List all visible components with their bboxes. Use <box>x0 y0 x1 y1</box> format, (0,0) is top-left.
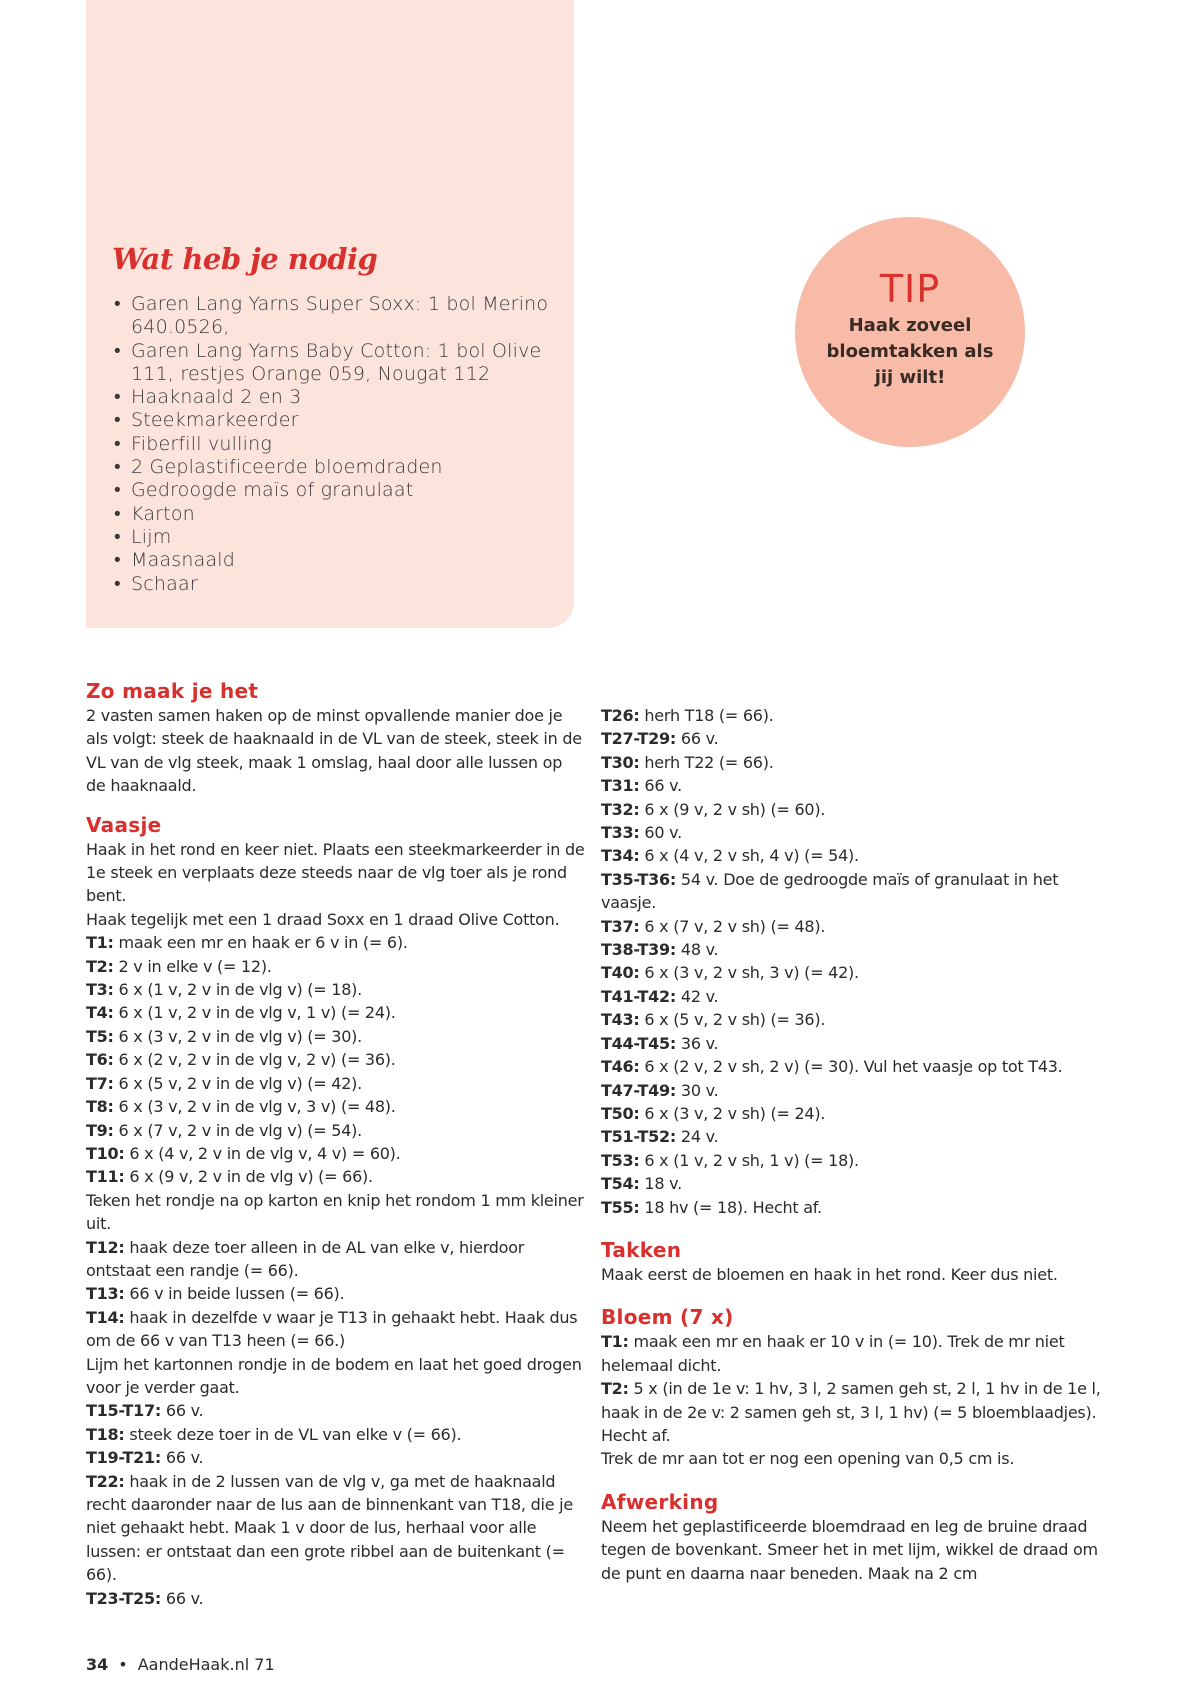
instruction-line <box>601 1102 1101 1125</box>
round-label: T12: <box>86 1237 125 1257</box>
instruction-text: 18 hv (= 18). Hecht af. <box>639 1197 822 1217</box>
material-item: • Lijm <box>114 526 554 549</box>
material-item: • Schaar <box>114 573 554 596</box>
instruction-line <box>86 908 586 931</box>
instruction-line <box>601 844 1101 867</box>
round-label: T1: <box>601 1332 629 1352</box>
section-title-takken: Takken <box>601 1237 682 1262</box>
instruction-text: Lijm het kartonnen rondje in de bodem en laat het goed drogen voor je verder gaat. <box>86 1354 582 1397</box>
instruction-text: 6 x (7 v, 2 v in de vlg v) (= 54). <box>113 1120 362 1140</box>
round-label: T47-T49: <box>601 1080 677 1100</box>
round-label: T34: <box>601 846 640 866</box>
section-title-afwerking: Afwerking <box>601 1489 719 1514</box>
page-footer <box>86 1655 275 1674</box>
round-label: T31: <box>601 776 640 796</box>
material-item: • Garen Lang Yarns Baby Cotton: 1 bol Olive 111, restjes Orange 059, Nougat 112 <box>114 340 554 387</box>
instruction-line <box>86 838 586 908</box>
instruction-text: 6 x (1 v, 2 v in de vlg v) (= 18). <box>113 980 362 1000</box>
round-label: T41-T42: <box>601 986 677 1006</box>
round-label: T33: <box>601 823 640 843</box>
instruction-text: 6 x (4 v, 2 v sh, 4 v) (= 54). <box>639 846 859 866</box>
instruction-line <box>86 1236 586 1283</box>
intro-paragraph: 2 vasten samen haken op de minst opvallende manier doe je als volgt: steek de haaknaald in de VL van de steek, steek in de VL van de vlg steek, maak 1 omslag, haal door alle lussen op de haaknaald. <box>86 706 582 796</box>
materials-list <box>114 293 554 596</box>
instruction-line <box>601 985 1101 1008</box>
instruction-line <box>601 961 1101 984</box>
tip-text: Haak zoveel bloemtakken als jij wilt! <box>826 315 994 388</box>
round-label: T13: <box>86 1284 125 1304</box>
tip-circle <box>795 217 1025 447</box>
instruction-line <box>601 1196 1101 1219</box>
instruction-line <box>86 1119 586 1142</box>
round-label: T50: <box>601 1103 640 1123</box>
instruction-line <box>86 1095 586 1118</box>
material-item: • Haaknaald 2 en 3 <box>114 386 554 409</box>
instruction-text: Haak tegelijk met een 1 draad Soxx en 1 draad Olive Cotton. <box>86 909 560 929</box>
instruction-line <box>86 1025 586 1048</box>
instruction-line <box>601 1149 1101 1172</box>
instruction-line <box>601 1125 1101 1148</box>
material-item: • Maasnaald <box>114 549 554 572</box>
instruction-text: maak een mr en haak er 10 v in (= 10). Trek de mr niet helemaal dicht. <box>601 1332 1065 1375</box>
round-label: T3: <box>86 980 114 1000</box>
round-label: T8: <box>86 1097 114 1117</box>
round-label: T5: <box>86 1026 114 1046</box>
instruction-line <box>601 1447 1101 1470</box>
instruction-text: 6 x (5 v, 2 v in de vlg v) (= 42). <box>113 1073 362 1093</box>
instruction-text: 30 v. <box>676 1080 719 1100</box>
instruction-line <box>86 1353 586 1400</box>
instruction-text: 60 v. <box>639 823 682 843</box>
instruction-text: 6 x (7 v, 2 v sh) (= 48). <box>639 916 826 936</box>
round-label: T27-T29: <box>601 729 677 749</box>
instruction-text: 6 x (3 v, 2 v sh) (= 24). <box>639 1103 826 1123</box>
instruction-text: 6 x (2 v, 2 v sh, 2 v) (= 30). Vul het vaasje op tot T43. <box>639 1057 1063 1077</box>
round-label: T2: <box>86 956 114 976</box>
instruction-line <box>601 1055 1101 1078</box>
round-label: T15-T17: <box>86 1401 162 1421</box>
instruction-text: 66 v. <box>161 1588 204 1608</box>
instruction-line <box>86 1189 586 1236</box>
instruction-line <box>86 1587 586 1610</box>
bloem-instructions <box>601 1330 1101 1470</box>
round-label: T44-T45: <box>601 1033 677 1053</box>
instruction-text: Trek de mr aan tot er nog een opening van 0,5 cm is. <box>601 1449 1015 1469</box>
instruction-text: haak deze toer alleen in de AL van elke v, hierdoor ontstaat een randje (= 66). <box>86 1237 525 1280</box>
round-label: T54: <box>601 1174 640 1194</box>
material-item: • Fiberfill vulling <box>114 433 554 456</box>
section-title-bloem: Bloem (7 x) <box>601 1305 734 1330</box>
instruction-line <box>601 1008 1101 1031</box>
instruction-line <box>601 915 1101 938</box>
round-label: T14: <box>86 1307 125 1327</box>
instruction-line <box>86 978 586 1001</box>
round-label: T43: <box>601 1010 640 1030</box>
instruction-text: 66 v. <box>161 1401 204 1421</box>
instruction-line <box>86 955 586 978</box>
instruction-line <box>86 1072 586 1095</box>
instruction-text: maak een mr en haak er 6 v in (= 6). <box>113 933 408 953</box>
round-label: T19-T21: <box>86 1448 162 1468</box>
instruction-text: 6 x (1 v, 2 v sh, 1 v) (= 18). <box>639 1150 859 1170</box>
instruction-line <box>86 1423 586 1446</box>
instruction-text: Haak in het rond en keer niet. Plaats een steekmarkeerder in de 1e steek en verplaats deze steeds naar de vlg toer als je rond bent. <box>86 839 585 906</box>
instruction-line <box>601 1172 1101 1195</box>
vaasje-instructions-continued <box>601 704 1101 1219</box>
instruction-text: 6 x (3 v, 2 v sh, 3 v) (= 42). <box>639 963 859 983</box>
round-label: T32: <box>601 799 640 819</box>
instruction-line <box>601 1032 1101 1055</box>
instruction-text: 6 x (3 v, 2 v in de vlg v) (= 30). <box>113 1026 362 1046</box>
round-label: T1: <box>86 933 114 953</box>
round-label: T30: <box>601 752 640 772</box>
page-number: 34 <box>86 1655 109 1674</box>
instruction-text: 6 x (3 v, 2 v in de vlg v, 3 v) (= 48). <box>113 1097 396 1117</box>
round-label: T40: <box>601 963 640 983</box>
material-item: • Karton <box>114 503 554 526</box>
instruction-text: 6 x (2 v, 2 v in de vlg v, 2 v) (= 36). <box>113 1050 396 1070</box>
instruction-text: steek deze toer in de VL van elke v (= 66). <box>124 1424 462 1444</box>
instruction-line <box>86 1470 586 1587</box>
instruction-text: 6 x (9 v, 2 v in de vlg v) (= 66). <box>124 1167 373 1187</box>
instruction-line <box>601 774 1101 797</box>
round-label: T6: <box>86 1050 114 1070</box>
instruction-text: haak in dezelfde v waar je T13 in gehaakt hebt. Haak dus om de 66 v van T13 heen (= 66.) <box>86 1307 578 1351</box>
instruction-text: 6 x (4 v, 2 v in de vlg v, 4 v) = 60). <box>124 1143 401 1163</box>
round-label: T38-T39: <box>601 940 677 960</box>
vaasje-instructions <box>86 838 586 1610</box>
instruction-text: herh T18 (= 66). <box>639 706 774 725</box>
instruction-line <box>86 1048 586 1071</box>
section-title-zo-maak-je-het: Zo maak je het <box>86 679 259 703</box>
instruction-text: 6 x (9 v, 2 v sh) (= 60). <box>639 799 826 819</box>
round-label: T55: <box>601 1197 640 1217</box>
publication-name: AandeHaak.nl 71 <box>137 1655 275 1674</box>
round-label: T35-T36: <box>601 869 677 889</box>
instruction-line <box>86 1282 586 1305</box>
round-label: T37: <box>601 916 640 936</box>
round-label: T26: <box>601 706 640 725</box>
right-column <box>601 704 1101 1585</box>
instruction-text: 2 v in elke v (= 12). <box>113 956 272 976</box>
tip-label: TIP <box>879 267 941 311</box>
instruction-text: 48 v. <box>676 940 719 960</box>
instruction-line <box>601 868 1101 915</box>
instruction-line <box>601 821 1101 844</box>
instruction-line <box>86 1446 586 1469</box>
takken-paragraph: Maak eerst de bloemen en haak in het rond. Keer dus niet. <box>601 1264 1058 1284</box>
material-item: • Gedroogde maïs of granulaat <box>114 479 554 502</box>
instruction-text: 6 x (1 v, 2 v in de vlg v, 1 v) (= 24). <box>113 1003 396 1023</box>
instruction-line <box>601 798 1101 821</box>
instruction-text: 24 v. <box>676 1127 719 1147</box>
footer-separator: • <box>118 1655 128 1674</box>
instruction-text: 54 v. Doe de gedroogde maïs of granulaat in het vaasje. <box>601 869 1059 913</box>
instruction-line <box>601 727 1101 750</box>
instruction-text: 18 v. <box>639 1174 682 1194</box>
instruction-line <box>86 1399 586 1422</box>
section-title-vaasje: Vaasje <box>86 812 162 837</box>
instruction-text: 66 v in beide lussen (= 66). <box>124 1284 345 1304</box>
instruction-text: 6 x (5 v, 2 v sh) (= 36). <box>639 1010 826 1030</box>
round-label: T51-T52: <box>601 1127 677 1147</box>
round-label: T2: <box>601 1379 629 1399</box>
instruction-line <box>86 1001 586 1024</box>
instruction-line <box>601 704 1101 727</box>
instruction-text: 36 v. <box>676 1033 719 1053</box>
round-label: T4: <box>86 1003 114 1023</box>
instruction-line <box>601 1330 1101 1377</box>
instruction-text: herh T22 (= 66). <box>639 752 774 772</box>
materials-title: Wat heb je nodig <box>112 242 378 276</box>
instruction-text: 66 v. <box>676 729 719 749</box>
instruction-text: Teken het rondje na op karton en knip het rondom 1 mm kleiner uit. <box>86 1190 584 1234</box>
round-label: T11: <box>86 1167 125 1187</box>
material-item: • 2 Geplastificeerde bloemdraden <box>114 456 554 479</box>
instruction-line <box>86 1306 586 1353</box>
instruction-line <box>601 938 1101 961</box>
round-label: T9: <box>86 1120 114 1140</box>
instruction-line <box>601 1377 1101 1447</box>
instruction-text: 5 x (in de 1e v: 1 hv, 3 l, 2 samen geh st, 2 l, 1 hv in de 1e l, haak in de 2e v: 2 samen geh st, 3 l, 1 hv) (= 5 bloemblaadjes). Hecht af. <box>601 1379 1101 1445</box>
instruction-text: 42 v. <box>676 986 719 1006</box>
round-label: T46: <box>601 1057 640 1077</box>
round-label: T7: <box>86 1073 114 1093</box>
instruction-text: 66 v. <box>161 1448 204 1468</box>
instruction-line <box>601 751 1101 774</box>
instruction-text: haak in de 2 lussen van de vlg v, ga met de haaknaald recht daaronder naar de lus aan de binnenkant van T18, die je niet gehaakt hebt. Maak 1 v door de lus, herhaal voor alle lussen: er ontstaat dan een grote ribbel aan de buitenkant (= 66). <box>86 1471 573 1585</box>
round-label: T23-T25: <box>86 1588 162 1608</box>
instruction-line <box>86 1142 586 1165</box>
instruction-line <box>601 1079 1101 1102</box>
afwerking-paragraph: Neem het geplastificeerde bloemdraad en leg de bruine draad tegen de bovenkant. Smeer het in met lijm, wikkel de draad om de punt en daarna naar beneden. Maak na 2 cm <box>601 1516 1098 1583</box>
instruction-line <box>86 1165 586 1188</box>
instruction-line <box>86 931 586 954</box>
instruction-text: 66 v. <box>639 776 682 796</box>
material-item: • Garen Lang Yarns Super Soxx: 1 bol Merino 640.0526, <box>114 293 554 340</box>
material-item: • Steekmarkeerder <box>114 409 554 432</box>
left-column <box>86 678 586 1610</box>
round-label: T18: <box>86 1424 125 1444</box>
round-label: T10: <box>86 1143 125 1163</box>
round-label: T53: <box>601 1150 640 1170</box>
round-label: T22: <box>86 1471 125 1491</box>
